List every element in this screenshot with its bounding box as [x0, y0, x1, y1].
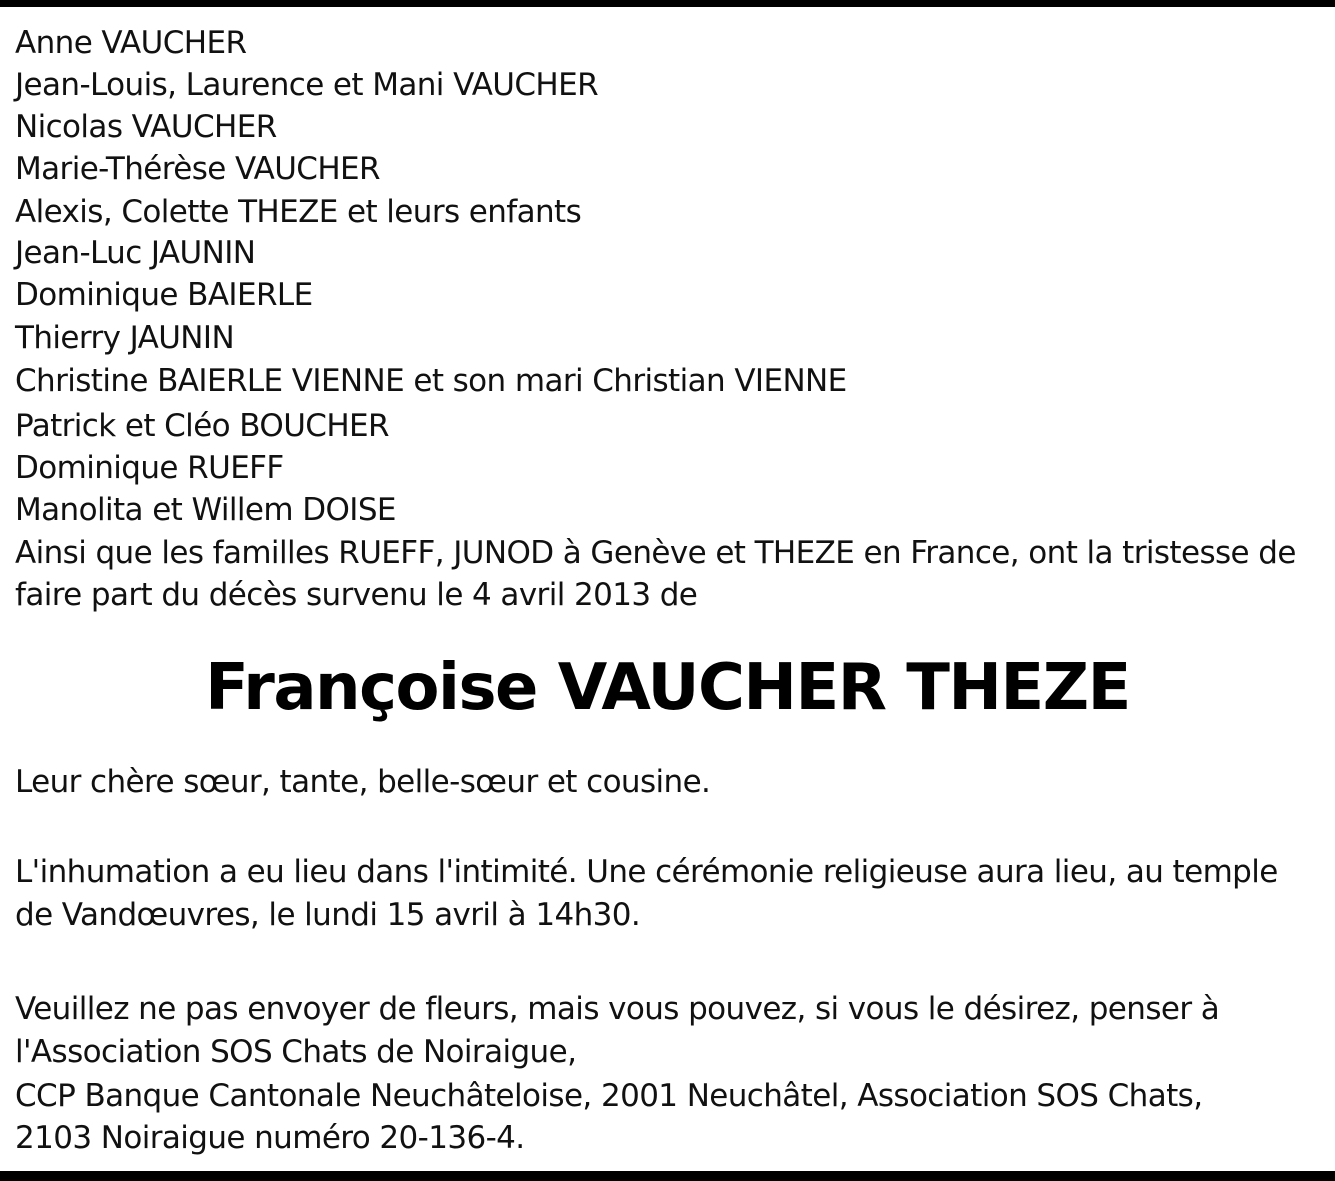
family-member-line: Dominique RUEFF	[15, 450, 284, 486]
family-member-line: Dominique BAIERLE	[15, 277, 313, 313]
family-member-line: Manolita et Willem DOISE	[15, 492, 396, 528]
ceremony-line: L'inhumation a eu lieu dans l'intimité. Une cérémonie religieuse aura lieu, au temple	[15, 854, 1278, 890]
donation-line: Veuillez ne pas envoyer de fleurs, mais vous pouvez, si vous le désirez, penser à	[15, 991, 1220, 1027]
bottom-border-rule	[0, 1171, 1335, 1181]
announcement-line: faire part du décès survenu le 4 avril 2013 de	[15, 577, 698, 613]
ceremony-line: de Vandœuvres, le lundi 15 avril à 14h30.	[15, 897, 641, 933]
deceased-name-heading: Françoise VAUCHER THEZE	[205, 651, 1130, 725]
family-member-line: Nicolas VAUCHER	[15, 109, 277, 145]
family-member-line: Marie-Thérèse VAUCHER	[15, 151, 380, 187]
relation-line: Leur chère sœur, tante, belle-sœur et cousine.	[15, 764, 711, 800]
donation-line: 2103 Noiraigue numéro 20-136-4.	[15, 1120, 525, 1156]
family-member-line: Thierry JAUNIN	[15, 320, 235, 356]
donation-line: l'Association SOS Chats de Noiraigue,	[15, 1034, 577, 1070]
family-member-line: Patrick et Cléo BOUCHER	[15, 408, 389, 444]
family-member-line: Alexis, Colette THEZE et leurs enfants	[15, 194, 582, 230]
family-member-line: Anne VAUCHER	[15, 25, 247, 61]
top-border-rule	[0, 0, 1335, 7]
family-member-line: Jean-Louis, Laurence et Mani VAUCHER	[15, 67, 599, 103]
announcement-line: Ainsi que les familles RUEFF, JUNOD à Genève et THEZE en France, ont la tristesse de	[15, 535, 1296, 571]
donation-line: CCP Banque Cantonale Neuchâteloise, 2001 Neuchâtel, Association SOS Chats,	[15, 1078, 1203, 1114]
family-member-line: Jean-Luc JAUNIN	[15, 235, 256, 271]
family-member-line: Christine BAIERLE VIENNE et son mari Christian VIENNE	[15, 363, 847, 399]
